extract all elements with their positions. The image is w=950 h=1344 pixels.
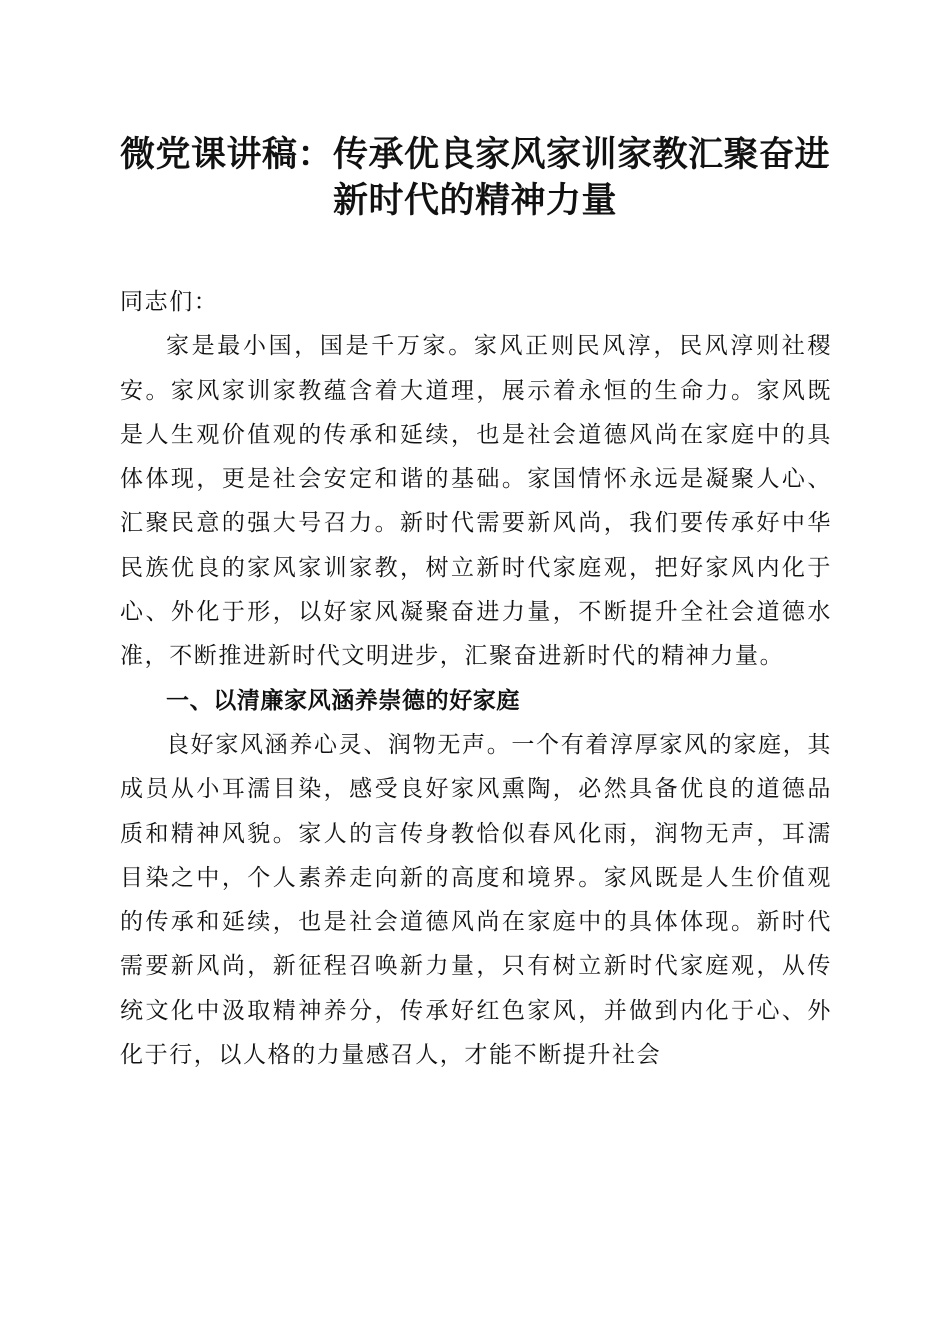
title-line-1: 微党课讲稿：传承优良家风家训家教汇聚奋进 (119, 134, 830, 175)
salutation: 同志们： (120, 289, 219, 315)
paragraph-2: 良好家风涵养心灵、润物无声。一个有着淳厚家风的家庭，其成员从小耳濡目染，感受良好家风熏陶，必然具备优良的道德品质和精神风貌。家人的言传身教恰似春风化雨，润物无声，耳濡目染之中，个人素养走向新的高度和境界。家风既是人生价值观的传承和延续，也是社会道德风尚在家庭中的具体体现。新时代需要新风尚，新征程召唤新力量，只有树立新时代家庭观，从传统文化中汲取精神养分，传承好红色家风，并做到内化于心、外化于行，以人格的力量感召人，才能不断提升社会 (120, 731, 832, 1069)
document-body (120, 280, 832, 1077)
paragraph-1: 家是最小国，国是千万家。家风正则民风淳，民风淳则社稷安。家风家训家教蕴含着大道理，展示着永恒的生命力。家风既是人生观价值观的传承和延续，也是社会道德风尚在家庭中的具体体现，更是社会安定和谐的基础。家国情怀永远是凝聚人心、汇聚民意的强大号召力。新时代需要新风尚，我们要传承好中华民族优良的家风家训家教，树立新时代家庭观，把好家风内化于心、外化于形，以好家风凝聚奋进力量，不断提升全社会道德水准，不断推进新时代文明进步，汇聚奋进新时代的精神力量。 (120, 333, 832, 670)
section-heading-1: 一、以清廉家风涵养崇德的好家庭 (166, 687, 520, 714)
title-line-2: 新时代的精神力量 (332, 180, 617, 221)
document-title (110, 132, 840, 224)
